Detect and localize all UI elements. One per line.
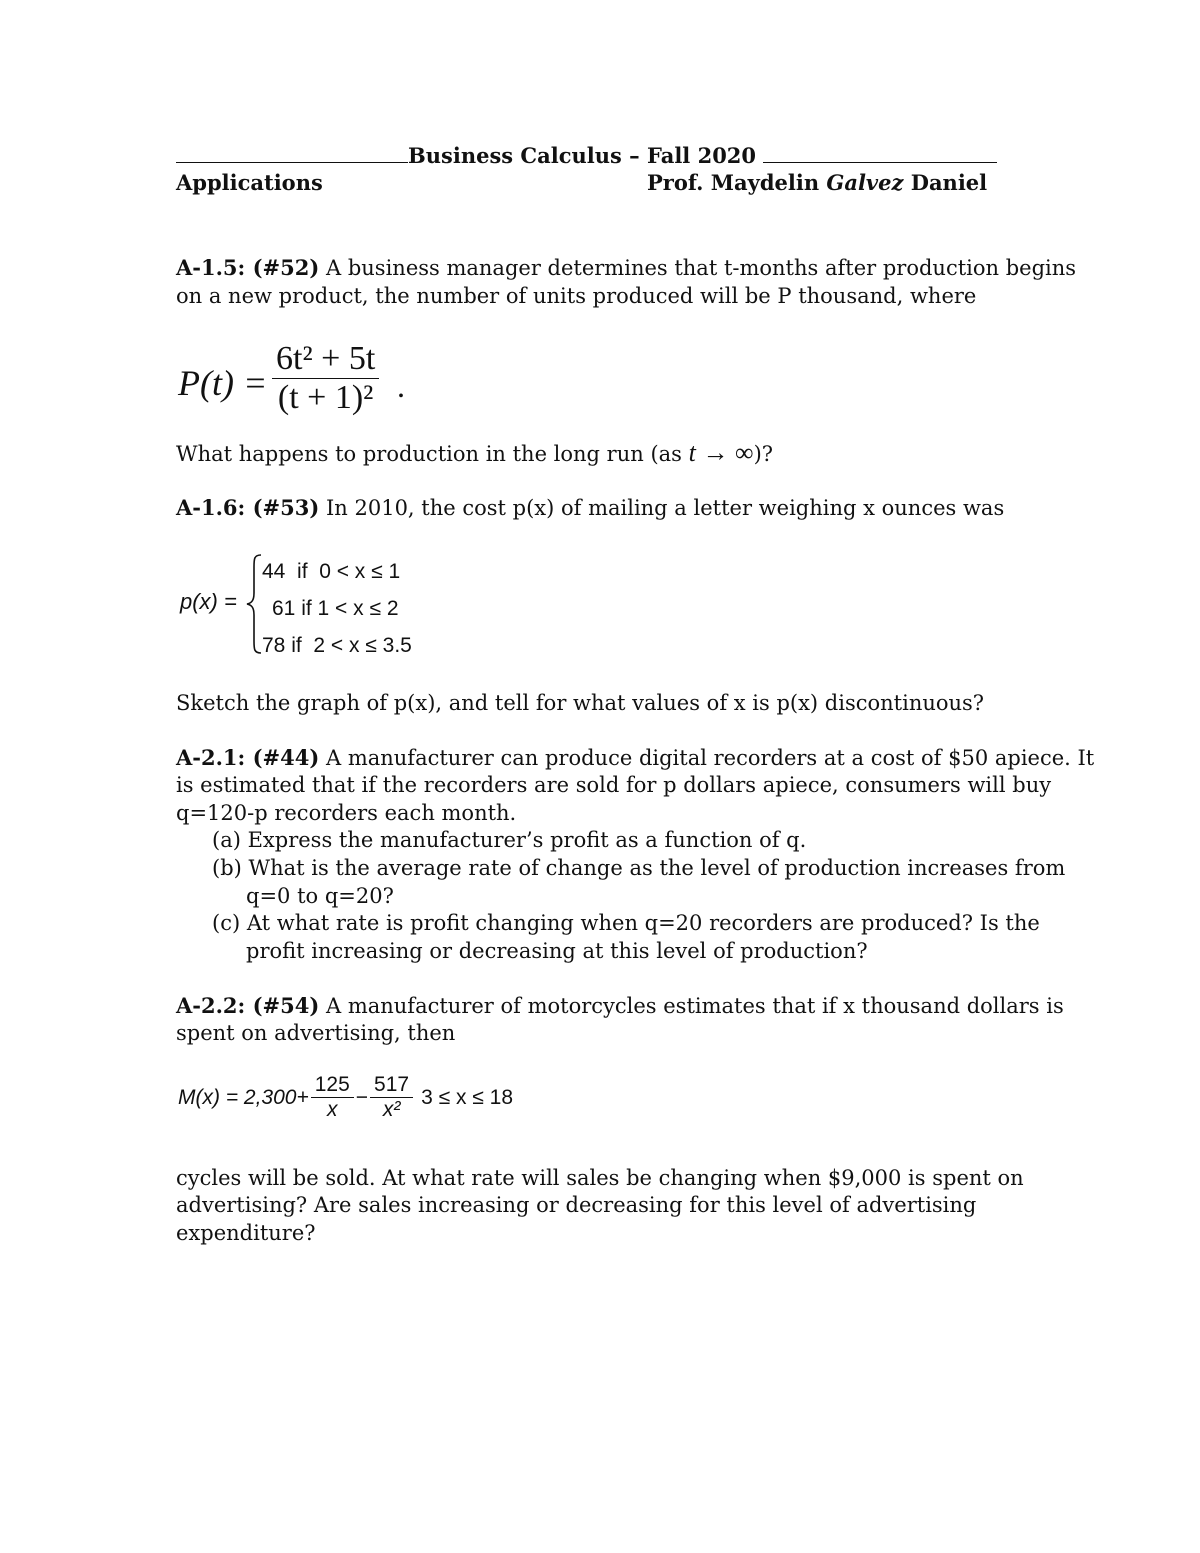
problem-1-line-1 xyxy=(176,254,1076,282)
minus-sign: − xyxy=(355,1085,369,1109)
case-3: 78 if 2 < x ≤ 3.5 xyxy=(262,634,412,657)
problem-4-line-2: spent on advertising, then xyxy=(176,1021,456,1045)
problem-1-question-a: What happens to production in the long run (as xyxy=(176,442,689,466)
equation-3 xyxy=(178,1073,513,1122)
problem-4-question-1: cycles will be sold. At what rate will sales be changing when $9,000 is spent on xyxy=(176,1166,1024,1190)
left-brace-icon xyxy=(244,553,264,655)
prof-prefix: Prof. Maydelin xyxy=(647,170,827,195)
problem-3-label: A-2.1: (#44) xyxy=(176,745,320,770)
problem-1-question-b: )? xyxy=(753,442,774,466)
section-label: Applications xyxy=(176,170,323,195)
problem-4-text-1: A manufacturer of motorcycles estimates that if x thousand dollars is xyxy=(319,994,1064,1018)
problem-3-line-2: is estimated that if the recorders are sold for p dollars apiece, consumers will buy xyxy=(176,773,1052,797)
equation-2-lhs: p(x) = xyxy=(180,589,237,614)
problem-2-line-1 xyxy=(176,494,1004,522)
equation-3-domain: 3 ≤ x ≤ 18 xyxy=(421,1085,514,1109)
fraction-1-denominator: x xyxy=(311,1097,354,1122)
problem-4-question-2: advertising? Are sales increasing or decreasing for this level of advertising xyxy=(176,1193,977,1217)
question-arrow-infinity: → ∞ xyxy=(702,438,754,467)
problem-3-part-c-line-1: (c) At what rate is profit changing when q=20 recorders are produced? Is the xyxy=(212,911,1040,935)
professor-name xyxy=(647,170,987,195)
problem-3-part-a: (a) Express the manufacturer’s profit as a function of q. xyxy=(212,828,807,852)
equation-1-lhs: P(t) = xyxy=(178,363,268,403)
problem-2-question: Sketch the graph of p(x), and tell for what values of x is p(x) discontinuous? xyxy=(176,691,985,715)
problem-3-line-3: q=120-p recorders each month. xyxy=(176,801,517,825)
title-underline-right xyxy=(763,144,997,163)
equation-3-lhs: M(x) = 2,300+ xyxy=(178,1085,309,1109)
problem-3-line-1 xyxy=(176,744,1094,772)
prof-suffix: Daniel xyxy=(903,170,988,195)
course-title: Business Calculus – Fall 2020 xyxy=(408,143,757,168)
problem-4-line-1 xyxy=(176,992,1064,1020)
problem-1-line-2: on a new product, the number of units produced will be P thousand, where xyxy=(176,284,977,308)
problem-2-label: A-1.6: (#53) xyxy=(176,495,320,520)
problem-2-text-1: In 2010, the cost p(x) of mailing a letter weighing x ounces was xyxy=(319,496,1005,520)
equation-1-fraction xyxy=(272,340,379,417)
prof-italic-name: Galvez xyxy=(826,170,904,195)
problem-1-label: A-1.5: (#52) xyxy=(176,255,320,280)
problem-3-part-b-line-2: q=0 to q=20? xyxy=(246,884,394,908)
piecewise-cases xyxy=(262,553,412,664)
problem-1-text-1: A business manager determines that t-months after production begins xyxy=(319,256,1077,280)
case-1: 44 if 0 < x ≤ 1 xyxy=(262,560,401,583)
problem-4-question-3: expenditure? xyxy=(176,1221,316,1245)
course-title-line xyxy=(176,143,997,168)
fraction-2-denominator: x² xyxy=(370,1097,413,1122)
equation-1-period: . xyxy=(397,368,405,404)
title-underline-left xyxy=(176,144,408,163)
question-t-symbol: t xyxy=(688,438,696,467)
fraction-125-over-x xyxy=(311,1073,354,1122)
problem-3-text-1: A manufacturer can produce digital recorders at a cost of $50 apiece. It xyxy=(319,746,1095,770)
problem-3-part-c-line-2: profit increasing or decreasing at this level of production? xyxy=(246,939,868,963)
problem-3-part-b-line-1: (b) What is the average rate of change as the level of production increases from xyxy=(212,856,1066,880)
problem-1-question xyxy=(176,439,773,468)
equation-1-numerator: 6t² + 5t xyxy=(276,340,376,377)
equation-1-denominator: (t + 1)² xyxy=(272,378,379,417)
case-2: 61 if 1 < x ≤ 2 xyxy=(272,597,399,620)
fraction-517-over-x-squared xyxy=(370,1073,413,1122)
fraction-1-numerator: 125 xyxy=(314,1073,350,1096)
problem-4-label: A-2.2: (#54) xyxy=(176,993,320,1018)
fraction-2-numerator: 517 xyxy=(374,1073,410,1096)
